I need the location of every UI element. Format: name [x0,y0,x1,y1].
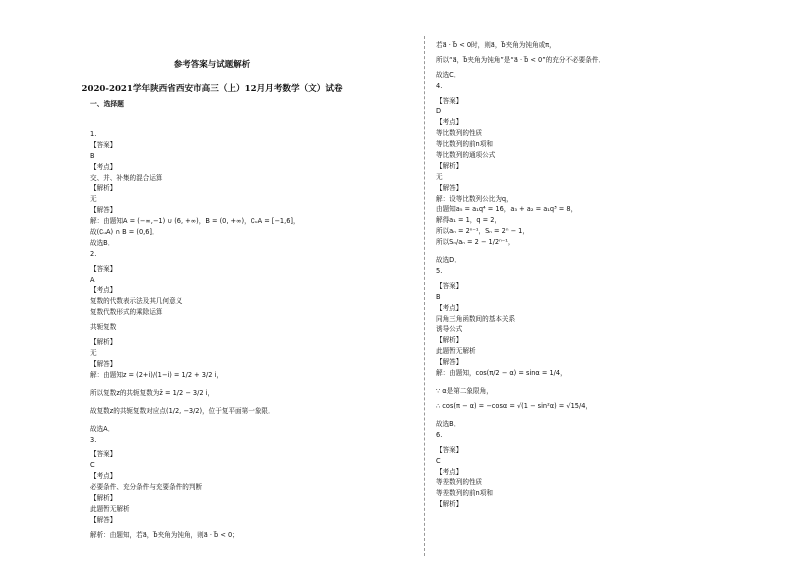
line: 交、并、补集的混合运算 [90,173,163,182]
doc-title: 参考答案与试题解析 [173,60,251,70]
line: 【答案】 [436,445,463,454]
line: 解得a₁ = 1，q = 2， [436,216,502,225]
line: 【解答】 [90,206,117,215]
line: 【解析】 [90,184,117,193]
line: 此题暂无解析 [436,347,476,356]
line: 所以aₙ = 2ⁿ⁻¹，Sₙ = 2ⁿ − 1， [436,227,529,236]
line: 等比数列的性质 [436,129,483,138]
line: 【答案】 [90,450,117,459]
line: 无 [90,348,97,357]
line: D [436,107,442,116]
line: 故复数z的共轭复数对应点(1/2, −3/2)，位于复平面第一象限． [90,406,275,415]
line: 6. [436,430,443,439]
line: 解：由题知，cos(π/2 − α) = sinα = 1/4， [436,369,567,378]
line: 【答案】 [90,264,117,273]
line: ∵ α是第二象限角， [436,387,493,396]
line: 【解答】 [436,358,463,367]
line: B [90,151,95,160]
line: 1. [90,130,97,138]
line: 若a⃗ · b⃗ < 0时，则a⃗，b⃗夹角为钝角或π， [436,41,556,49]
line: 由题知a₅ = a₁q⁴ = 16，a₃ + a₂ = a₁q³ = 8， [436,205,578,214]
line: 【考点】 [90,472,117,481]
line: 4. [436,81,443,90]
line: 【答案】 [436,96,463,105]
line: 解：设等比数列公比为q， [436,194,513,203]
line: 等比数列的通项公式 [436,151,496,160]
line: 【解答】 [436,183,463,192]
line: 【考点】 [90,286,117,295]
line: 无 [90,195,97,204]
line: 故(∁ᵤA) ∩ B = (0,6]． [90,228,159,237]
line: 【解析】 [90,338,117,347]
left-column [90,129,300,541]
line: 故选B． [90,238,115,247]
line: 等差数列的前n项和 [436,489,493,498]
line: 所以Sₙ/aₙ = 2 − 1/2ⁿ⁻¹， [436,238,515,247]
line: 诱导公式 [436,325,463,334]
line: 3. [90,435,97,444]
line: 共轭复数 [90,323,117,332]
line: 所以复数z的共轭复数为z̄ = 1/2 − 3/2 i， [90,388,215,397]
line: C [436,456,441,465]
line: 必要条件、充分条件与充要条件的判断 [90,483,203,492]
line: 【考点】 [436,303,463,312]
line: 同角三角函数间的基本关系 [436,314,516,323]
line: 【解答】 [90,515,117,524]
line: 等比数列的前n项和 [436,140,493,149]
line: 解：由题知z = (2+i)/(1−i) = 1/2 + 3/2 i， [90,370,223,379]
line: 故选B． [436,419,461,428]
line: B [436,292,441,301]
doc-subtitle: 2020-2021学年陕西省西安市高三（上）12月月考数学（文）试卷 [81,84,343,94]
line: 解：由题知A = (−∞,−1) ∪ (6, +∞)，B = (0, +∞)，∁ᵤA = [−1,6]， [90,217,300,226]
line: 故选A． [90,424,115,433]
line: 复数代数形式的乘除运算 [90,308,163,317]
line: 2. [90,249,97,258]
line: 故选C． [436,70,461,79]
line: 无 [436,172,443,181]
line: 【答案】 [90,140,117,149]
line: 5. [436,267,443,276]
section-heading: 一、选择题 [90,100,124,108]
column-divider [424,36,425,556]
line: 【解答】 [90,359,117,368]
right-column [436,40,605,510]
line: ∴ cos(π − α) = −cosα = √(1 − sin²α) = √15/4， [436,401,592,410]
line: 【考点】 [436,118,463,127]
line: 复数的代数表示法及其几何意义 [90,297,183,306]
line: C [90,461,95,470]
line: 所以“a⃗，b⃗夹角为钝角”是“a⃗ · b⃗ < 0”的充分不必要条件． [436,55,606,64]
line: 【解析】 [436,500,463,509]
line: 【答案】 [436,281,463,290]
line: 【解析】 [436,161,463,170]
line: A [90,275,95,284]
line: 【解析】 [90,494,117,503]
line: 【考点】 [436,467,463,476]
line: 【解析】 [436,336,463,345]
line: 此题暂无解析 [90,504,130,513]
line: 等差数列的性质 [436,478,483,487]
line: 解析：由题知，若a⃗，b⃗夹角为钝角，则a⃗ · b⃗ < 0； [90,530,239,539]
line: 故选D． [436,256,461,265]
line: 【考点】 [90,162,117,171]
